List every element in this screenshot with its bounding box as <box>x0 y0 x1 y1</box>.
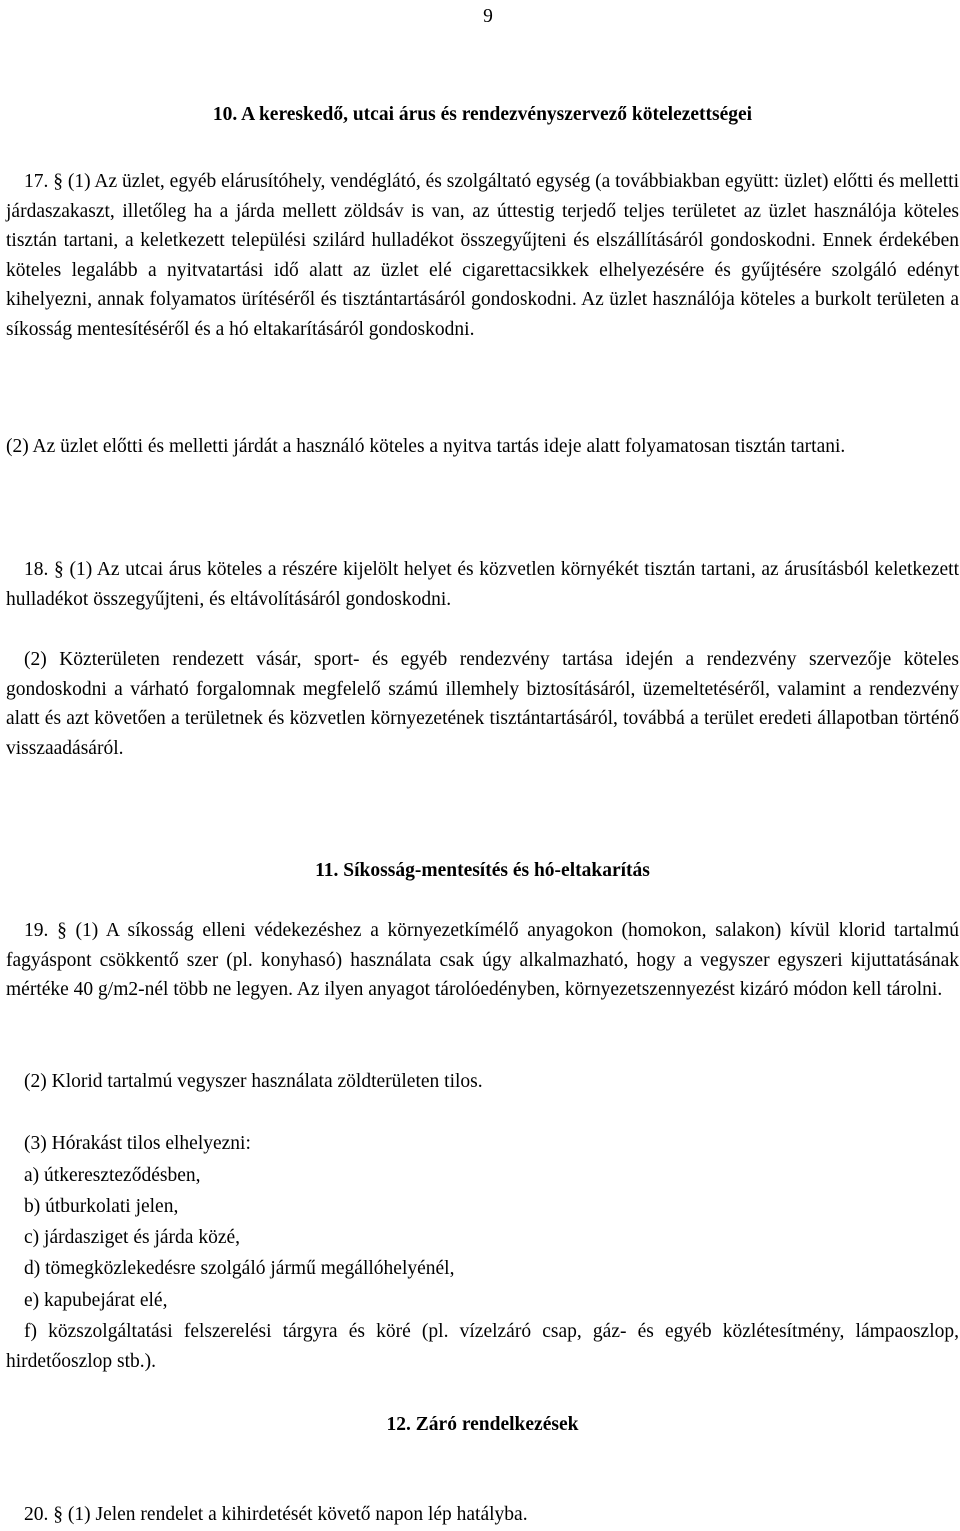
list-item-d: d) tömegközlekedésre szolgáló jármű megállóhelyénél, <box>24 1258 455 1279</box>
page-number: 9 <box>483 6 493 27</box>
list-item-c: c) járdasziget és járda közé, <box>24 1227 241 1248</box>
list-item-f: f) közszolgáltatási felszerelési tárgyra és köré (pl. vízelzáró csap, gáz- és egyéb közlétesítmény, lámpaoszlop, hirdetőoszlop stb.). <box>6 1321 959 1372</box>
paragraph-17-1: 17. § (1) Az üzlet, egyéb elárusítóhely, vendéglátó, és szolgáltató egység (a továbbiakban együtt: üzlet) előtti és melletti járdaszakaszt, illetőleg ha a járda mellett zöldsáv is van, az úttestig terjedő teljes területet az üzlet használója köteles tisztán tartani, a keletkezett települési szilárd hulladékot összegyűjteni és elszállításáról gondoskodni. Ennek érdekében köteles legalább a nyitvatartási idő alatt az üzlet elé cigarettacsikkek elhelyezésére és gyűjtésére szolgáló edényt kihelyezni, annak folyamatos ürítéséről és tisztántartásáról gondoskodni. Az üzlet használója köteles a burkolt területen a síkosság mentesítéséről és a hó eltakarításáról gondoskodni. <box>6 171 959 340</box>
list-item-e: e) kapubejárat elé, <box>24 1290 168 1311</box>
paragraph-18-2: (2) Közterületen rendezett vásár, sport- és egyéb rendezvény tartása idején a rendezvény szervezője köteles gondoskodni a várható forgalomnak megfelelő számú illemhely biztosításáról, üzemeltetéséről, valamint a rendezvény alatt és azt követően a területnek és közvetlen környezetének tisztántartásáról, továbbá a terület eredeti állapotban történő visszaadásáról. <box>6 649 959 759</box>
list-item-b: b) útburkolati jelen, <box>24 1196 179 1217</box>
paragraph-20-1: 20. § (1) Jelen rendelet a kihirdetését követő napon lép hatályba. <box>24 1504 528 1525</box>
paragraph-19-3: (3) Hórakást tilos elhelyezni: <box>24 1133 251 1154</box>
list-item-a: a) útkereszteződésben, <box>24 1165 201 1186</box>
paragraph-18-1: 18. § (1) Az utcai árus köteles a részére kijelölt helyet és közvetlen környékét tisztán tartani, az árusításból keletkezett hulladékot összegyűjteni, és eltávolításáról gondoskodni. <box>6 559 959 610</box>
section-heading-12: 12. Záró rendelkezések <box>386 1414 579 1435</box>
paragraph-19-1: 19. § (1) A síkosság elleni védekezéshez a környezetkímélő anyagokon (homokon, salakon) kívül klorid tartalmú fagyáspont csökkentő szer (pl. konyhasó) használata csak úgy alkalmazható, hogy a vegyszer egyszeri kijuttatásának mértéke 40 g/m2-nél több ne legyen. Az ilyen anyagot tárolóedényben, környezetszennyezést kizáró módon kell tárolni. <box>6 920 959 1000</box>
section-heading-11: 11. Síkosság-mentesítés és hó-eltakarítás <box>315 860 650 881</box>
paragraph-17-2: (2) Az üzlet előtti és melletti járdát a használó köteles a nyitva tartás ideje alatt folyamatosan tisztán tartani. <box>6 436 846 457</box>
section-heading-10: 10. A kereskedő, utcai árus és rendezvényszervező kötelezettségei <box>212 104 753 125</box>
paragraph-19-2: (2) Klorid tartalmú vegyszer használata zöldterületen tilos. <box>24 1071 483 1092</box>
